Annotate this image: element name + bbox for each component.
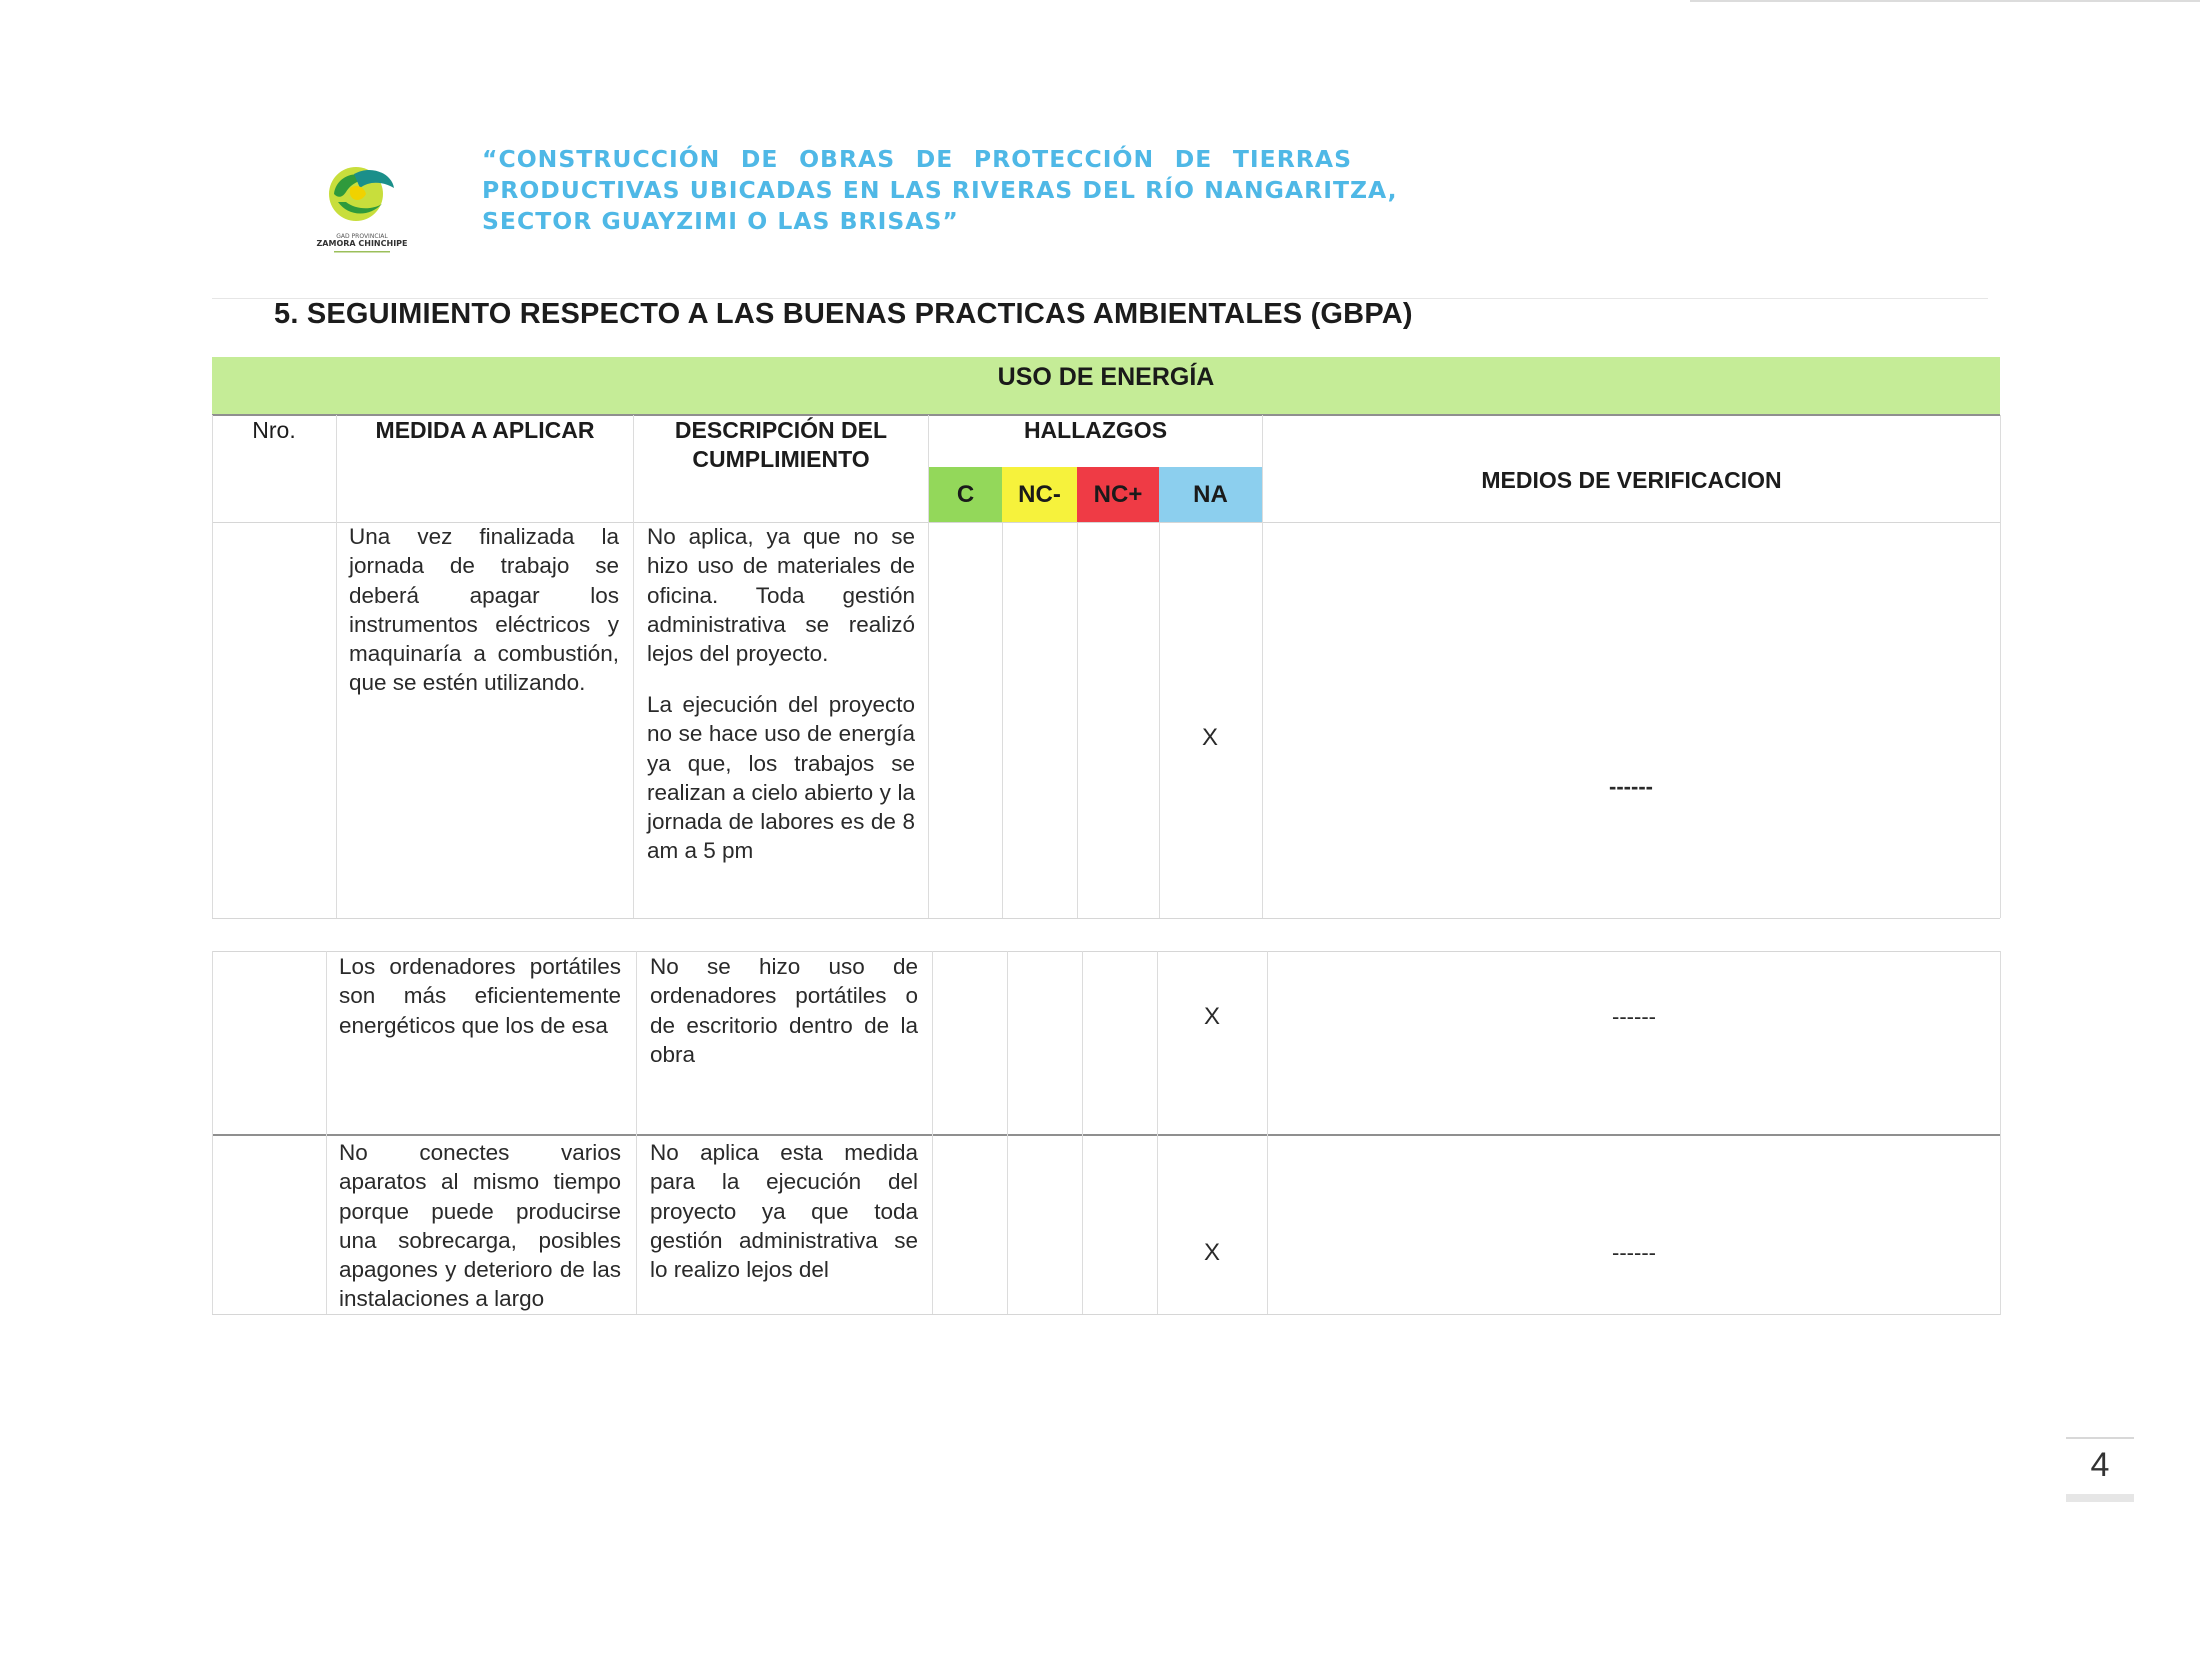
row-1-na-mark: X xyxy=(1201,724,1218,751)
code-nc-minus-chip: NC- xyxy=(1002,467,1077,522)
col-divider xyxy=(1007,951,1008,1315)
project-title-line-3: SECTOR GUAYZIMI O LAS BRISAS” xyxy=(482,207,959,235)
row-3-medida: No conectes varios aparatos al mismo tiempo porque puede producirse una sobrecarga, posibles apagones y deterioro de las instalaciones a largo xyxy=(339,1140,621,1312)
row-1-medida: Una vez finalizada la jornada de trabajo se deberá apagar los instrumentos eléctricos y maquinaría a combustión, que se estén utilizando. xyxy=(349,524,619,696)
col-divider xyxy=(633,415,634,918)
code-na-chip: NA xyxy=(1159,467,1262,522)
row-3-na-mark: X xyxy=(1203,1239,1220,1266)
table-right-edge xyxy=(2000,415,2001,918)
row-1-medios: ------ xyxy=(1609,774,1653,799)
table-left-edge xyxy=(212,415,213,918)
table-left-edge xyxy=(212,951,213,1315)
col-divider xyxy=(932,951,933,1315)
col-divider xyxy=(1082,951,1083,1315)
header-descripcion xyxy=(634,416,928,474)
project-title-line-1: “CONSTRUCCIÓN DE OBRAS DE PROTECCIÓN DE TIERRAS xyxy=(482,145,1352,173)
col-divider xyxy=(928,415,929,918)
project-title xyxy=(482,144,1398,237)
col-divider xyxy=(1002,523,1003,918)
header-descripcion-line-1: DESCRIPCIÓN DEL xyxy=(674,417,888,443)
row-2-na-mark: X xyxy=(1203,1003,1220,1030)
header-nro: Nro. xyxy=(252,417,296,443)
row-2-medida: Los ordenadores portátiles son más eficientemente energéticos que los de esa xyxy=(339,954,621,1038)
row-3-bottom-rule xyxy=(212,1314,2000,1315)
section-heading: 5. SEGUIMIENTO RESPECTO A LAS BUENAS PRACTICAS AMBIENTALES (GBPA) xyxy=(274,298,1413,330)
table-right-edge xyxy=(2000,951,2001,1315)
col-divider xyxy=(336,415,337,918)
col-divider xyxy=(1157,951,1158,1315)
row-3-medios: ------ xyxy=(1612,1240,1656,1265)
row-2-medios: ------ xyxy=(1612,1004,1656,1029)
row-1-bottom-rule xyxy=(212,918,2000,919)
col-divider xyxy=(1077,523,1078,918)
row-1-descripcion-1: No aplica, ya que no se hizo uso de materiales de oficina. Toda gestión administrativa se realizó lejos del proyecto. xyxy=(647,524,915,667)
row-1-descripcion-2: La ejecución del proyecto no se hace uso de energía ya que, los trabajos se realizan a cielo abierto y la jornada de labores es de 8 am a 5 pm xyxy=(647,692,915,864)
project-title-line-2: PRODUCTIVAS UBICADAS EN LAS RIVERAS DEL RÍO NANGARITZA, xyxy=(482,176,1398,204)
col-divider xyxy=(1159,523,1160,918)
col-divider xyxy=(1262,415,1263,918)
code-c-chip: C xyxy=(929,467,1002,522)
page-number: 4 xyxy=(2090,1446,2110,1484)
header-hallazgos: HALLAZGOS xyxy=(1023,417,1168,443)
row-2-descripcion: No se hizo uso de ordenadores portátiles o de escritorio dentro de la obra xyxy=(650,954,918,1067)
logo-org-small: GAD PROVINCIAL xyxy=(336,233,388,240)
table-band-title: USO DE ENERGÍA xyxy=(997,363,1215,391)
col-divider xyxy=(636,951,637,1315)
header-medida: MEDIDA A APLICAR xyxy=(375,417,595,443)
col-divider xyxy=(326,951,327,1315)
page-number-bottom-rule xyxy=(2066,1494,2134,1502)
col-divider xyxy=(1267,951,1268,1315)
row-3-descripcion: No aplica esta medida para la ejecución del proyecto ya que toda gestión administrativa se lo realizo lejos del xyxy=(650,1140,918,1283)
logo-org-name: ZAMORA CHINCHIPE xyxy=(316,239,408,248)
code-nc-plus-chip: NC+ xyxy=(1077,467,1159,522)
header-descripcion-line-2: CUMPLIMIENTO xyxy=(692,446,870,472)
scan-edge-line xyxy=(1690,0,2200,2)
row-2-bottom-rule xyxy=(212,1134,2000,1136)
page-number-top-rule xyxy=(2066,1437,2134,1439)
header-medios: MEDIOS DE VERIFICACION xyxy=(1481,467,1782,493)
gad-zamora-chinchipe-logo xyxy=(306,158,422,258)
